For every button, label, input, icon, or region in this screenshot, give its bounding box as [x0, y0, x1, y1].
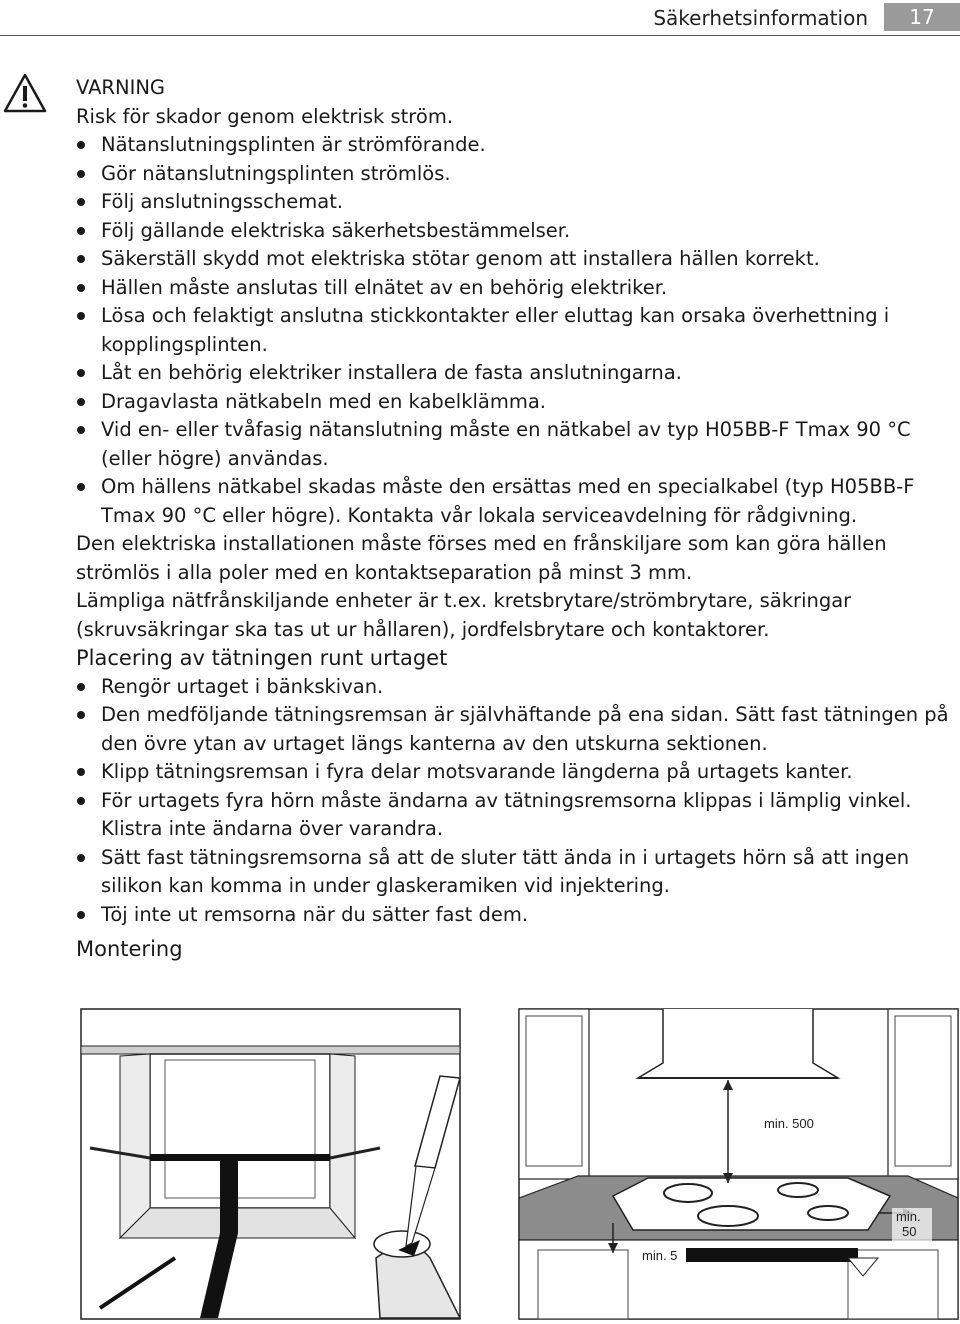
list-item: Den medföljande tätningsremsan är självhäftande på ena sidan. Sätt fast tätningen på den övre ytan av urtaget längs kanterna av den utskurna sektionen.: [76, 701, 960, 758]
label-50: 50: [902, 1224, 917, 1239]
main-content: [76, 74, 960, 964]
list-item: För urtagets fyra hörn måste ändarna av tätningsremsorna klippas i lämplig vinkel. Klistra inte ändarna över varandra.: [76, 787, 960, 844]
header-divider: [0, 35, 960, 36]
list-item: Töj inte ut remsorna när du sätter fast dem.: [76, 901, 960, 930]
seal-list: [76, 673, 960, 930]
list-item: Klipp tätningsremsan i fyra delar motsvarande längderna på urtagets kanter.: [76, 758, 960, 787]
warning-list: [76, 131, 960, 530]
page-number: 17: [884, 3, 960, 31]
section-heading-seal: Placering av tätningen runt urtaget: [76, 646, 448, 670]
list-item: Följ anslutningsschemat.: [76, 188, 960, 217]
section-title: Säkerhetsinformation: [653, 6, 868, 30]
list-item: Gör nätanslutningsplinten strömlös.: [76, 160, 960, 189]
list-item: Lösa och felaktigt anslutna stickkontakter eller eluttag kan orsaka överhettning i kopplingsplinten.: [76, 302, 960, 359]
list-item: Säkerställ skydd mot elektriska stötar genom att installera hällen korrekt.: [76, 245, 960, 274]
mounting-figures: [80, 1008, 960, 1320]
warning-title: VARNING: [76, 76, 166, 99]
clearance-illustration: [518, 1008, 959, 1320]
list-item: Nätanslutningsplinten är strömförande.: [76, 131, 960, 160]
paragraph: Lämpliga nätfrånskiljande enheter är t.ex. kretsbrytare/strömbrytare, säkringar (skruvsäkringar ska tas ut ur hållaren), jordfelsbrytare och kontaktorer.: [76, 589, 852, 641]
list-item: Rengör urtaget i bänkskivan.: [76, 673, 960, 702]
list-item: Om hällens nätkabel skadas måste den ersättas med en specialkabel (typ H05BB-F Tmax 90 °C eller högre). Kontakta vår lokala serviceavdelning för rådgivning.: [76, 473, 960, 530]
list-item: Vid en- eller tvåfasig nätanslutning måste en nätkabel av typ H05BB-F Tmax 90 °C (eller högre) användas.: [76, 416, 960, 473]
label-min-500: min. 500: [764, 1116, 814, 1131]
label-min-5: min. 5: [642, 1248, 678, 1263]
page-header: [0, 0, 960, 36]
sealing-illustration: [80, 1008, 461, 1320]
section-heading-mounting: Montering: [76, 937, 183, 961]
paragraph: Den elektriska installationen måste förses med en frånskiljare som kan göra hällen strömlös i alla poler med en kontaktseparation på minst 3 mm.: [76, 532, 887, 584]
label-min: min.: [896, 1209, 921, 1224]
warning-intro: Risk för skador genom elektrisk ström.: [76, 104, 454, 128]
list-item: Hällen måste anslutas till elnätet av en behörig elektriker.: [76, 274, 960, 303]
list-item: Sätt fast tätningsremsorna så att de sluter tätt ända in i urtagets hörn så att ingen silikon kan komma in under glaskeramiken vid injektering.: [76, 844, 960, 901]
list-item: Låt en behörig elektriker installera de fasta anslutningarna.: [76, 359, 960, 388]
warning-icon: [2, 72, 48, 114]
list-item: Följ gällande elektriska säkerhetsbestämmelser.: [76, 217, 960, 246]
list-item: Dragavlasta nätkabeln med en kabelklämma.: [76, 388, 960, 417]
